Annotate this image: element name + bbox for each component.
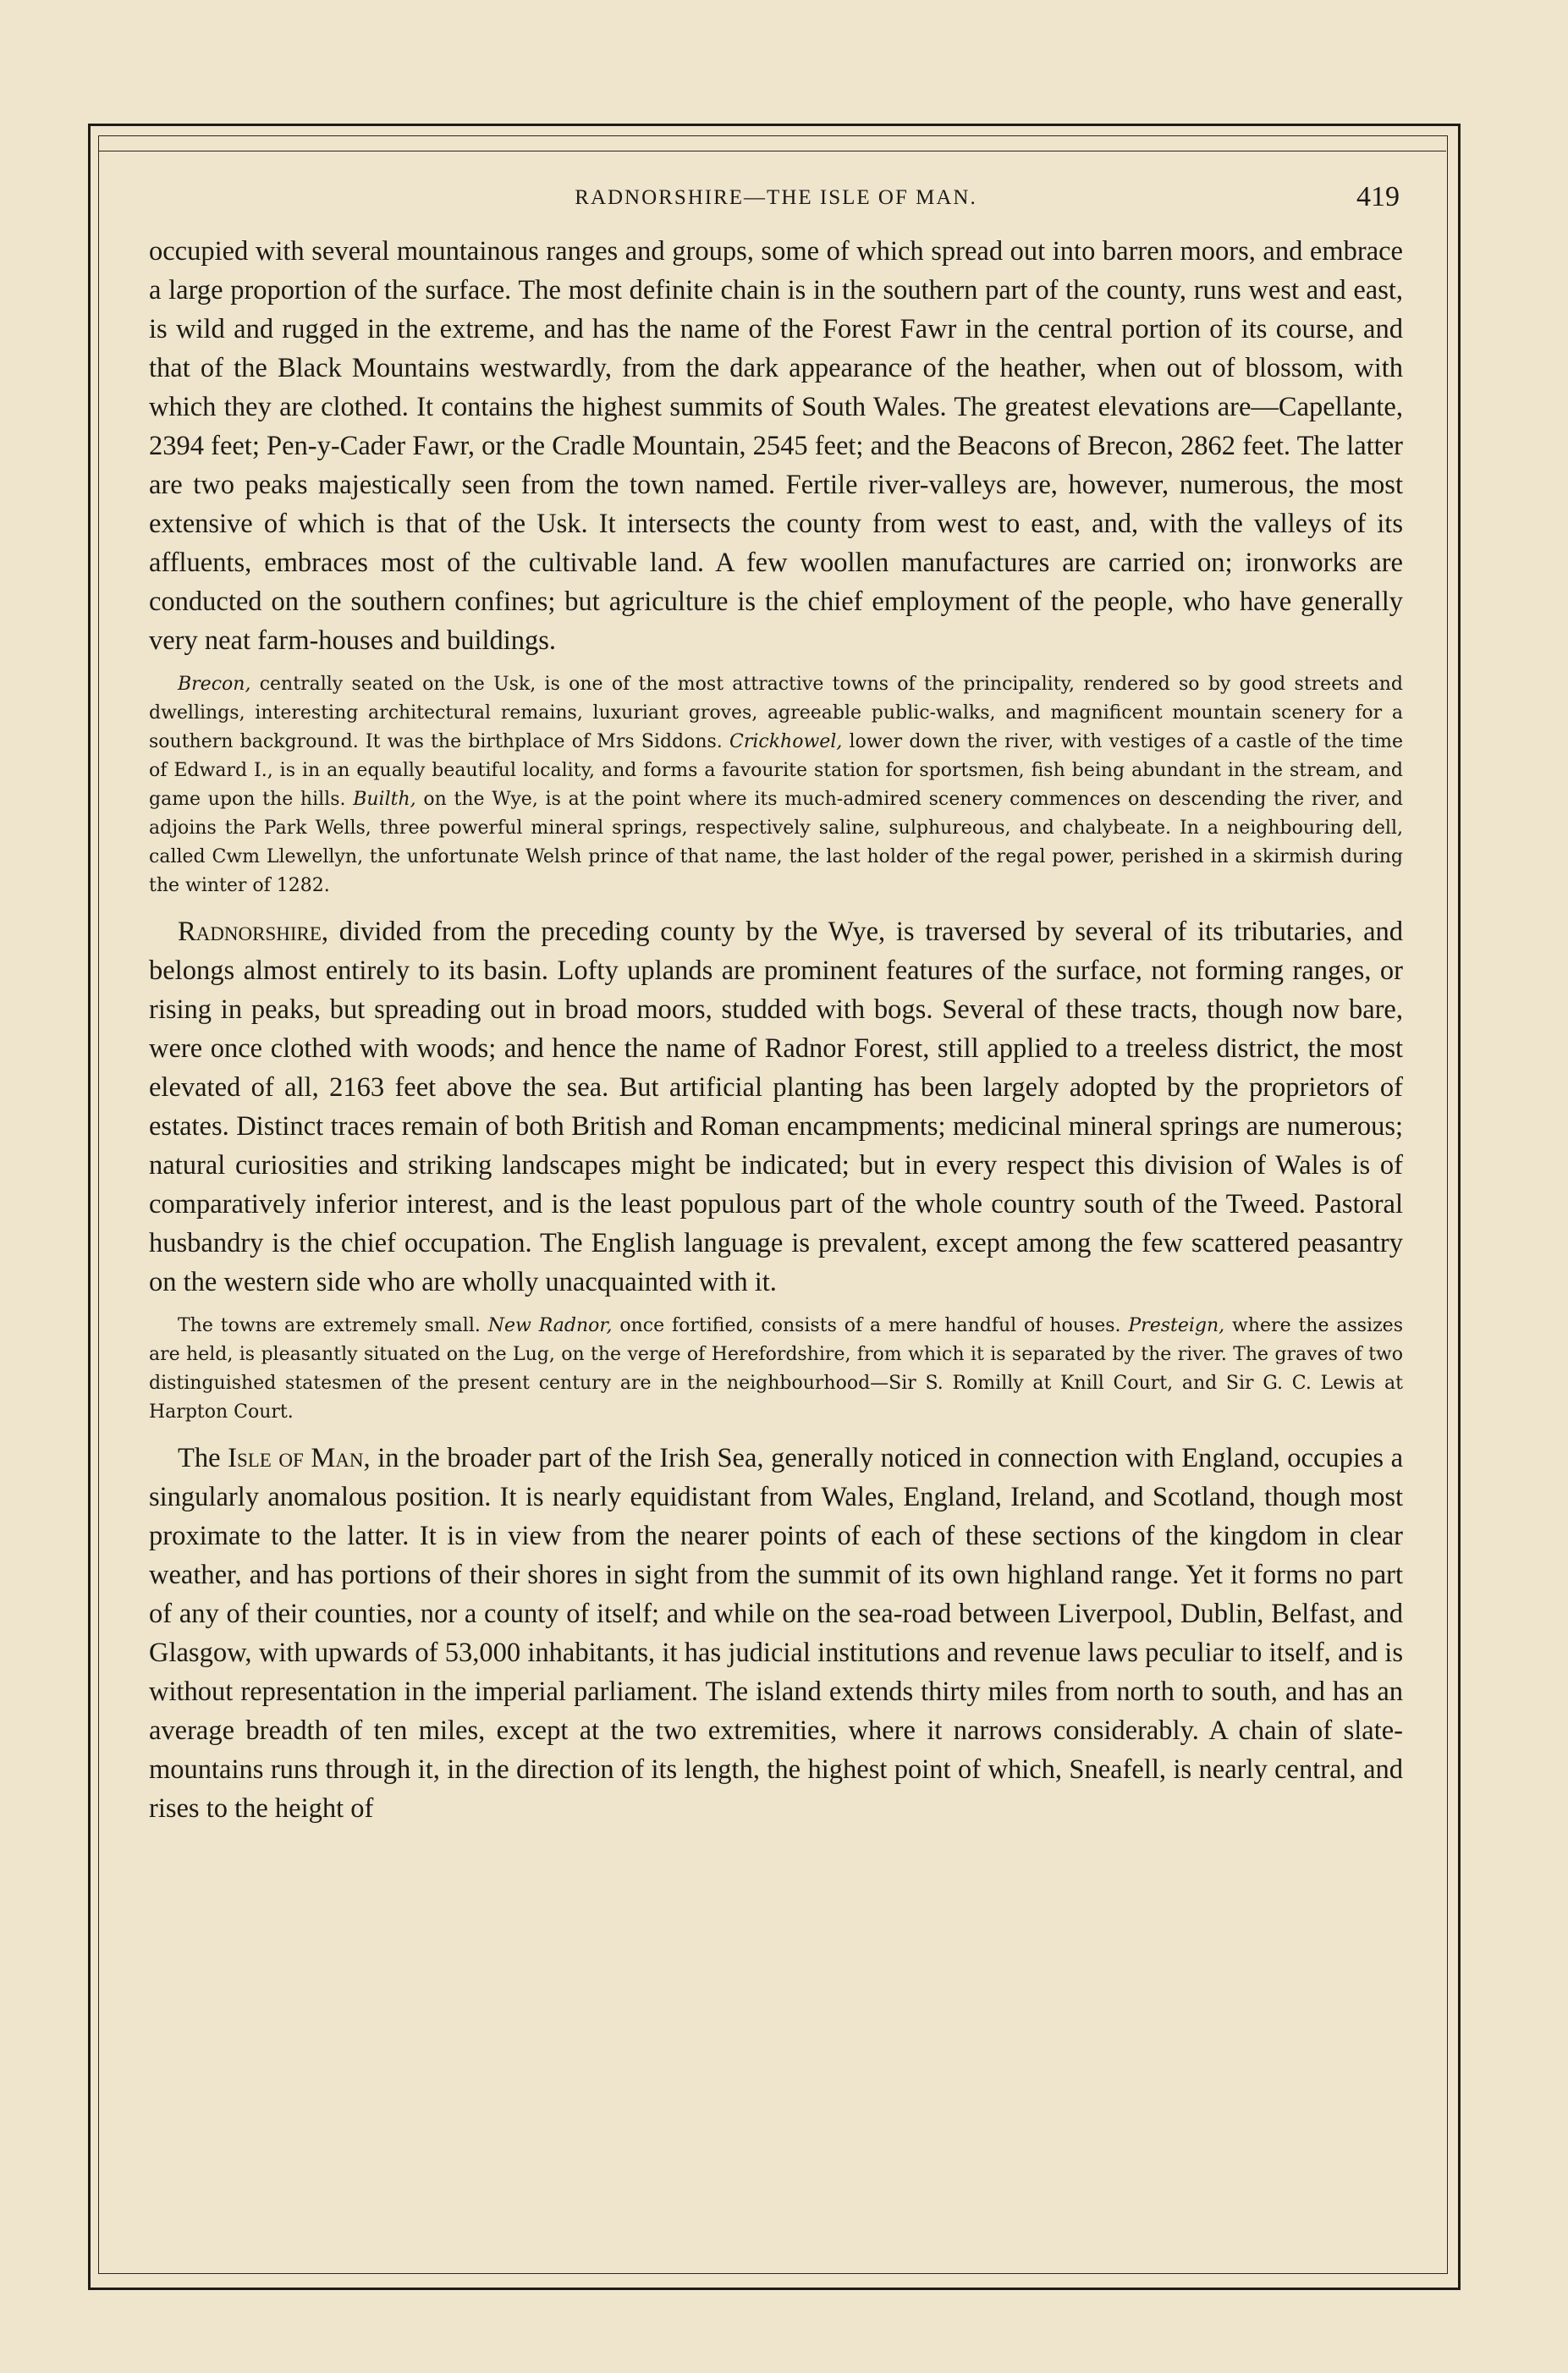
paragraph-brecknock-continued: occupied with several mountainous ranges and groups, some of which spread out into barren moors, and embrace a large proportion of the surface. The most definite chain is in the southern part of the county, runs west and east, is wild and rugged in the extreme, and has the name of the Forest Fawr in the central portion of its course, and that of the Black Mountains westwardly, from the dark appearance of the heather, when out of blossom, with which they are clothed. It contains the highest summits of South Wales. The greatest elevations are—Capellante, 2394 feet; Pen-y-Cader Fawr, or the Cradle Mountain, 2545 feet; and the Beacons of Brecon, 2862 feet. The latter are two peaks majestically seen from the town named. Fertile river-valleys are, however, numerous, the most extensive of which is that of the Usk. It intersects the county from west to east, and, with the valleys of its affluents, embraces most of the cultivable land. A few woollen manufactures are carried on; ironworks are conducted on the southern confines; but agriculture is the chief employment of the people, who have generally very neat farm-houses and buildings. [149,236,1403,656]
place-builth: Builth, [353,789,416,810]
note-radnor-towns: The towns are extremely small. New Radnor, once fortified, consists of a mere handful of houses. Presteign, where the assizes are held, is pleasantly situated on the Lug, on the verge of Herefordshire, from which it is separated by the river. The graves of two distinguished statesmen of the present century are in the neighbourhood—Sir S. Romilly at Knill Court, and Sir G. C. Lewis at Harpton Court. [149,1315,1403,1423]
place-new-radnor: New Radnor, [487,1315,613,1336]
note-brecon-towns: Brecon, centrally seated on the Usk, is one of the most attractive towns of the principality, rendered so by good streets and dwellings, interesting architectural remains, luxuriant groves, agreeable public-walks, and magnificent mountain scenery for a southern background. It was the birthplace of Mrs Siddons. Crickhowel, lower down the river, with vestiges of a castle of the time of Edward I., is in an equally beautiful locality, and forms a favourite station for sportsmen, fish being abundant in the stream, and game upon the hills. Builth, on the Wye, is at the point where its much-admired scenery commences on descending the river, and adjoins the Park Wells, three powerful mineral springs, respectively saline, sulphureous, and chalybeate. In a neighbouring dell, called Cwm Llewellyn, the unfortunate Welsh prince of that name, the last holder of the regal power, perished in a skirmish during the winter of 1282. [149,674,1404,896]
heading-isle-of-man: Isle of Man, [228,1443,371,1473]
running-head: RADNORSHIRE—THE ISLE OF MAN. [575,186,977,209]
paragraph-radnorshire: Radnorshire, divided from the preceding county by the Wye, is traversed by several of its tributaries, and belongs almost entirely to its basin. Lofty uplands are prominent features of the surface, not forming ranges, or rising in peaks, but spreading out in broad moors, studded with bogs. Several of these tracts, though now bare, were once clothed with woods; and hence the name of Radnor Forest, still applied to a treeless district, the most elevated of all, 2163 feet above the sea. But artificial planting has been largely adopted by the proprietors of estates. Distinct traces remain of both British and Roman encampments; medicinal mineral springs are numerous; natural curiosities and striking landscapes might be indicated; but in every respect this division of Wales is of comparatively inferior interest, and is the least populous part of the whole country south of the Tweed. Pastoral husbandry is the chief occupation. The English language is prevalent, except among the few scattered peasantry on the western side who are wholly unacquainted with it. [149,917,1403,1297]
place-presteign: Presteign, [1128,1315,1225,1336]
page-content [149,181,1403,1828]
paragraph-isle-of-man: The Isle of Man, in the broader part of the Irish Sea, generally noticed in connection with England, occupies a singularly anomalous position. It is nearly equidistant from Wales, England, Ireland, and Scotland, though most proximate to the latter. It is in view from the nearer points of each of these sections of the kingdom in clear weather, and has portions of their shores in sight from the summit of its own highland range. Yet it forms no part of any of their counties, nor a county of itself; and while on the sea-road between Liverpool, Dublin, Belfast, and Glasgow, with upwards of 53,000 inhabitants, it has judicial institutions and revenue laws peculiar to itself, and is without representation in the imperial parliament. The island extends thirty miles from north to south, and has an average breadth of ten miles, except at the two extremities, where it narrows considerably. A chain of slate-mountains runs through it, in the direction of its length, the highest point of which, Sneafell, is nearly central, and rises to the height of [149,1443,1404,1824]
page-header [149,181,1403,220]
page-number: 419 [1356,181,1400,212]
place-crickhowel: Crickhowel, [729,731,843,752]
place-brecon: Brecon, [178,674,251,695]
heading-radnorshire: Radnorshire, [178,917,329,947]
